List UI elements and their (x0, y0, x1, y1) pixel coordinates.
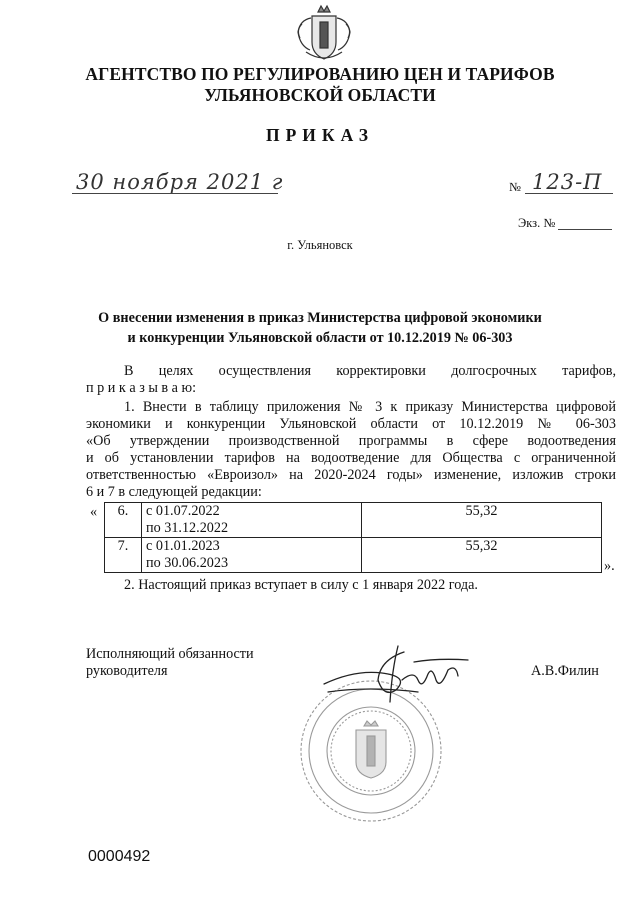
paragraph-2: 2. Настоящий приказ вступает в силу с 1 января 2022 года. (124, 577, 478, 593)
subject-line1: О внесении изменения в приказ Министерства цифровой экономики (98, 310, 542, 326)
signature-icon (318, 640, 478, 710)
quote-close: ». (604, 558, 615, 574)
period-from: с 01.01.2023 (146, 538, 220, 554)
number-label: № (509, 180, 521, 194)
order-date: 30 ноября 2021 г (76, 170, 284, 194)
city: г. Ульяновск (287, 238, 353, 252)
row-number: 7. (105, 538, 142, 573)
signatory-position-line2: руководителя (86, 663, 168, 679)
coat-of-arms-icon (292, 2, 356, 64)
form-serial-number: 0000492 (88, 848, 151, 865)
p1-line5: ответственностью «Евроизол» на 2020-2024 годы» изменение, изложив строки (86, 467, 616, 483)
tariff-table (104, 502, 602, 573)
row-period (142, 503, 362, 538)
period-to: по 31.12.2022 (146, 520, 229, 536)
p1-line6: 6 и 7 в следующей редакции: (86, 484, 262, 500)
p1-line2: экономики и конкуренции Ульяновской области от 10.12.2019 № 06-303 (86, 416, 616, 432)
table-row (105, 538, 602, 573)
signatory-position-line1: Исполняющий обязанности (86, 646, 254, 662)
number-underline (525, 193, 613, 194)
row-number: 6. (105, 503, 142, 538)
row-value: 55,32 (362, 538, 602, 573)
p1-line4: и об установлении тарифов на водоотведение для Общества с ограниченной (86, 450, 616, 466)
period-from: с 01.07.2022 (146, 503, 220, 519)
date-underline (72, 193, 278, 194)
period-to: по 30.06.2023 (146, 555, 229, 571)
intro-line1: В целях осуществления корректировки долгосрочных тарифов, (124, 363, 616, 379)
intro-line2: п р и к а з ы в а ю: (86, 380, 197, 396)
p1-line1: 1. Внести в таблицу приложения № 3 к приказу Министерства цифровой (124, 399, 616, 415)
quote-open: « (90, 504, 98, 520)
copy-number-label: Экз. № (518, 216, 556, 230)
order-subject (0, 308, 640, 348)
signatory-name: А.В.Филин (531, 663, 599, 679)
table-row (105, 503, 602, 538)
agency-name-line1: АГЕНТСТВО ПО РЕГУЛИРОВАНИЮ ЦЕН И ТАРИФОВ (85, 64, 555, 84)
p1-line3: «Об утверждении производственной программы в сфере водоотведения (86, 433, 616, 449)
copy-number-underline (558, 229, 612, 230)
order-number: 123-П (532, 170, 603, 194)
document-type-title: ПРИКАЗ (265, 125, 375, 145)
row-value: 55,32 (362, 503, 602, 538)
subject-line2: и конкуренции Ульяновской области от 10.12.2019 № 06-303 (127, 330, 513, 346)
agency-name-line2: УЛЬЯНОВСКОЙ ОБЛАСТИ (204, 85, 436, 105)
row-period (142, 538, 362, 573)
